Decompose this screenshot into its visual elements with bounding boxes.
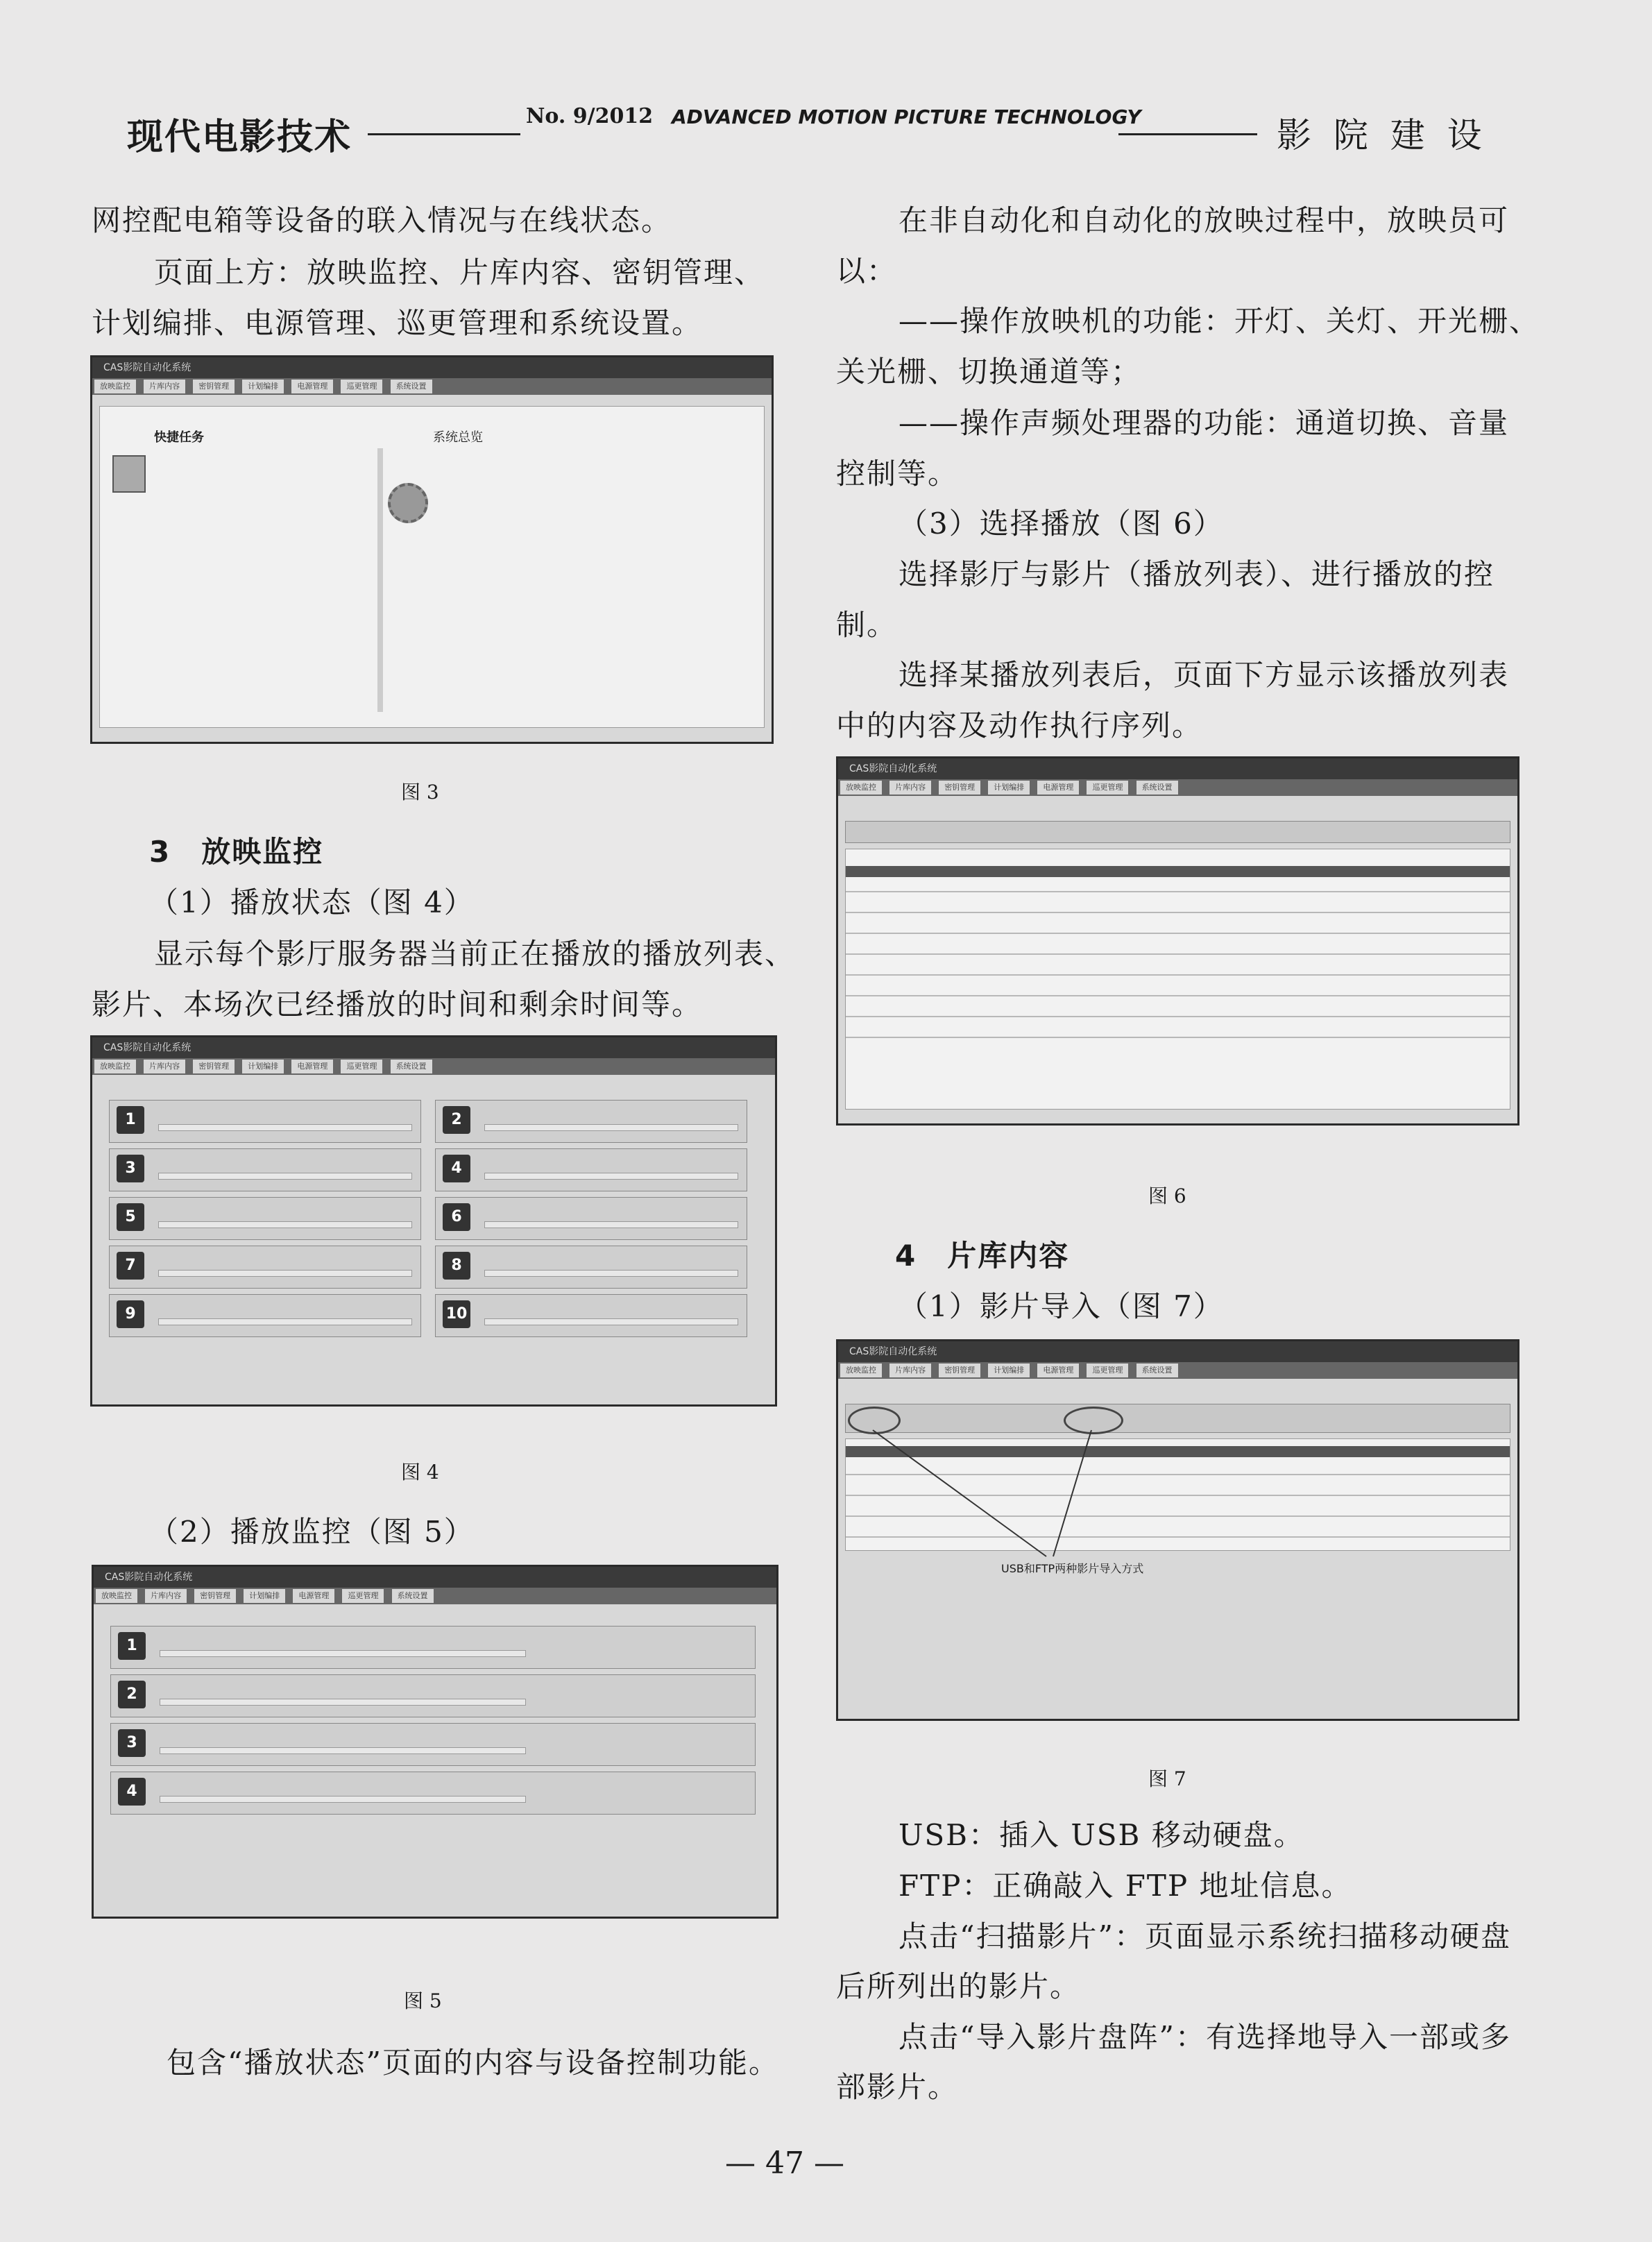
hall-tile: [109, 1148, 421, 1191]
hall-number: 2: [118, 1681, 146, 1708]
issue-number: No. 9/2012: [526, 104, 654, 128]
right-p5b: 中的内容及动作执行序列。: [836, 708, 1203, 742]
tab-item: 巡更管理: [342, 1589, 384, 1603]
english-journal-title: ADVANCED MOTION PICTURE TECHNOLOGY: [672, 105, 1141, 128]
tab-item: 计划编排: [242, 380, 284, 393]
tab-item: 系统设置: [392, 1589, 434, 1603]
right-p9a: 点击“导入影片盘阵”：有选择地导入一部或多: [899, 2020, 1511, 2054]
tab-item: 电源管理: [293, 1589, 334, 1603]
hall-number: 4: [443, 1155, 470, 1182]
notepad-icon: [112, 455, 146, 493]
tab-item: 密钥管理: [939, 781, 980, 795]
hall-control-row: [110, 1772, 756, 1815]
hall-tile: [109, 1294, 421, 1337]
left-p4: 包含“播放状态”页面的内容与设备控制功能。: [167, 2046, 779, 2080]
tab-item: 系统设置: [391, 380, 432, 393]
subsection-2: （2）播放监控（图 5）: [149, 1515, 475, 1549]
subsection-3: （3）选择播放（图 6）: [899, 507, 1224, 541]
progress-bar: [484, 1173, 738, 1180]
hall-number: 8: [443, 1252, 470, 1280]
header-rule-left: [368, 133, 520, 135]
figure-5-caption: 图 5: [404, 1989, 442, 2012]
hall-number: 7: [117, 1252, 144, 1280]
section-4-heading: 4 片库内容: [895, 1239, 1070, 1273]
divider: [377, 448, 383, 712]
tab-item: 密钥管理: [939, 1364, 980, 1377]
hall-number: 1: [117, 1106, 144, 1134]
figure-6-screenshot: [836, 756, 1519, 1126]
tab-item: 电源管理: [1037, 781, 1079, 795]
tab-item: 系统设置: [391, 1060, 432, 1073]
table-row: [846, 866, 1510, 877]
figure-3-screenshot: [90, 355, 774, 744]
progress-bar: [158, 1270, 412, 1277]
right-p9b: 部影片。: [836, 2070, 959, 2104]
left-p2b: 计划编排、电源管理、巡更管理和系统设置。: [92, 306, 703, 340]
progress-bar: [160, 1699, 526, 1706]
hall-number: 6: [443, 1203, 470, 1231]
right-p7: FTP：正确敲入 FTP 地址信息。: [899, 1869, 1352, 1903]
tab-item: 系统设置: [1136, 1364, 1178, 1377]
subsection-4: （1）影片导入（图 7）: [899, 1289, 1224, 1323]
right-p4b: 制。: [836, 608, 898, 642]
right-p1b: 以：: [836, 254, 898, 288]
tab-item: 片库内容: [144, 1060, 185, 1073]
usb-ftp-annotation: USB和FTP两种影片导入方式: [1001, 1562, 1144, 1575]
hall-number: 3: [117, 1155, 144, 1182]
tab-item: 放映监控: [96, 1589, 137, 1603]
progress-bar: [158, 1124, 412, 1131]
tab-item: 系统设置: [1136, 781, 1178, 795]
app-tabs: [92, 378, 772, 395]
hall-number: 1: [118, 1632, 146, 1660]
table-row: [846, 891, 1510, 892]
progress-bar: [160, 1650, 526, 1657]
progress-bar: [158, 1318, 412, 1325]
right-p5a: 选择某播放列表后，页面下方显示该播放列表: [899, 658, 1510, 692]
hall-number: 2: [443, 1106, 470, 1134]
tab-item: 片库内容: [889, 1364, 931, 1377]
tab-item: 放映监控: [840, 781, 882, 795]
right-p6: USB：插入 USB 移动硬盘。: [899, 1818, 1304, 1852]
progress-bar: [158, 1173, 412, 1180]
hall-tile: [435, 1246, 747, 1289]
left-p1: 网控配电箱等设备的联入情况与在线状态。: [92, 203, 672, 237]
right-p3a: ——操作声频处理器的功能：通道切换、音量: [899, 406, 1510, 440]
tab-item: 巡更管理: [1087, 781, 1128, 795]
table-row: [846, 1016, 1510, 1017]
quick-tasks-heading: 快捷任务: [154, 430, 204, 445]
hall-number: 5: [117, 1203, 144, 1231]
hall-control-row: [110, 1626, 756, 1669]
app-titlebar: CAS影院自动化系统: [838, 758, 1517, 779]
tab-item: 片库内容: [144, 380, 185, 393]
page-number: — 47 —: [725, 2146, 844, 2181]
tab-item: 电源管理: [1037, 1364, 1079, 1377]
hall-tile: [435, 1148, 747, 1191]
tab-item: 片库内容: [145, 1589, 187, 1603]
right-p3b: 控制等。: [836, 457, 959, 491]
right-p4a: 选择影厅与影片（播放列表）、进行播放的控: [899, 557, 1495, 591]
right-p8a: 点击“扫描影片”：页面显示系统扫描移动硬盘: [899, 1919, 1511, 1953]
figure-6-caption: 图 6: [1148, 1184, 1186, 1207]
progress-bar: [484, 1124, 738, 1131]
hall-number: 4: [118, 1778, 146, 1806]
table-row: [846, 1037, 1510, 1038]
figure-7-caption: 图 7: [1148, 1767, 1186, 1790]
tab-item: 电源管理: [291, 1060, 333, 1073]
overview-heading: 系统总览: [433, 430, 483, 445]
tab-item: 密钥管理: [193, 380, 235, 393]
tab-item: 巡更管理: [341, 1060, 382, 1073]
tab-item: 片库内容: [889, 781, 931, 795]
app-titlebar: CAS影院自动化系统: [92, 357, 772, 378]
tab-item: 电源管理: [291, 380, 333, 393]
hall-number: 9: [117, 1300, 144, 1328]
tab-item: 计划编排: [988, 781, 1030, 795]
tab-item: 放映监控: [94, 1060, 136, 1073]
tab-item: 密钥管理: [193, 1060, 235, 1073]
table-row: [846, 933, 1510, 934]
hall-tile: [109, 1100, 421, 1143]
app-tabs: [94, 1588, 776, 1604]
progress-bar: [160, 1796, 526, 1803]
progress-bar: [484, 1318, 738, 1325]
right-p2b: 关光栅、切换通道等；: [836, 355, 1142, 389]
progress-bar: [160, 1747, 526, 1754]
progress-bar: [484, 1221, 738, 1228]
left-p2a: 页面上方：放映监控、片库内容、密钥管理、: [154, 255, 765, 289]
figure-3-caption: 图 3: [401, 781, 439, 804]
table-row: [846, 912, 1510, 913]
figure-4-caption: 图 4: [401, 1461, 439, 1484]
app-tabs: [92, 1058, 775, 1075]
section-3-heading: 3 放映监控: [149, 835, 324, 869]
left-p3a: 显示每个影厅服务器当前正在播放的播放列表、: [154, 937, 796, 971]
progress-bar: [158, 1221, 412, 1228]
tab-item: 计划编排: [242, 1060, 284, 1073]
journal-title: 现代电影技术: [127, 117, 352, 158]
tab-item: 巡更管理: [341, 380, 382, 393]
gear-icon: [388, 483, 428, 523]
figure-7-screenshot: [836, 1339, 1519, 1721]
tab-item: 放映监控: [94, 380, 136, 393]
tab-item: 计划编排: [988, 1364, 1030, 1377]
subsection-1: （1）播放状态（图 4）: [149, 885, 475, 919]
hall-number: 10: [443, 1300, 470, 1328]
hall-tile: [109, 1197, 421, 1240]
table-row: [846, 974, 1510, 976]
annotation-arrows: [838, 1341, 1519, 1721]
app-titlebar: CAS影院自动化系统: [92, 1037, 775, 1058]
header-rule-right: [1118, 133, 1257, 135]
app-titlebar: CAS影院自动化系统: [838, 1341, 1517, 1362]
table-row: [846, 995, 1510, 996]
playlist-toolbar: [845, 821, 1510, 843]
hall-number: 3: [118, 1729, 146, 1757]
hall-control-row: [110, 1674, 756, 1717]
playlist-table: [845, 849, 1510, 1110]
hall-control-row: [110, 1723, 756, 1766]
tab-item: 放映监控: [840, 1364, 882, 1377]
figure-4-screenshot: [90, 1035, 777, 1407]
right-p1a: 在非自动化和自动化的放映过程中，放映员可: [899, 203, 1510, 237]
hall-tile: [435, 1197, 747, 1240]
tab-item: 巡更管理: [1087, 1364, 1128, 1377]
hall-tile: [435, 1294, 747, 1337]
tab-item: 密钥管理: [194, 1589, 236, 1603]
right-p2a: ——操作放映机的功能：开灯、关灯、开光栅、: [899, 304, 1540, 338]
left-p3b: 影片、本场次已经播放的时间和剩余时间等。: [92, 987, 703, 1021]
hall-tile: [435, 1100, 747, 1143]
right-p8b: 后所列出的影片。: [836, 1969, 1081, 2003]
app-tabs: [838, 779, 1517, 796]
app-titlebar: CAS影院自动化系统: [94, 1567, 776, 1588]
section-title: 影 院 建 设: [1277, 115, 1488, 155]
content-panel: [99, 406, 765, 728]
figure-5-screenshot: [92, 1565, 778, 1919]
progress-bar: [484, 1270, 738, 1277]
tab-item: 计划编排: [244, 1589, 285, 1603]
table-row: [846, 953, 1510, 955]
hall-tile: [109, 1246, 421, 1289]
